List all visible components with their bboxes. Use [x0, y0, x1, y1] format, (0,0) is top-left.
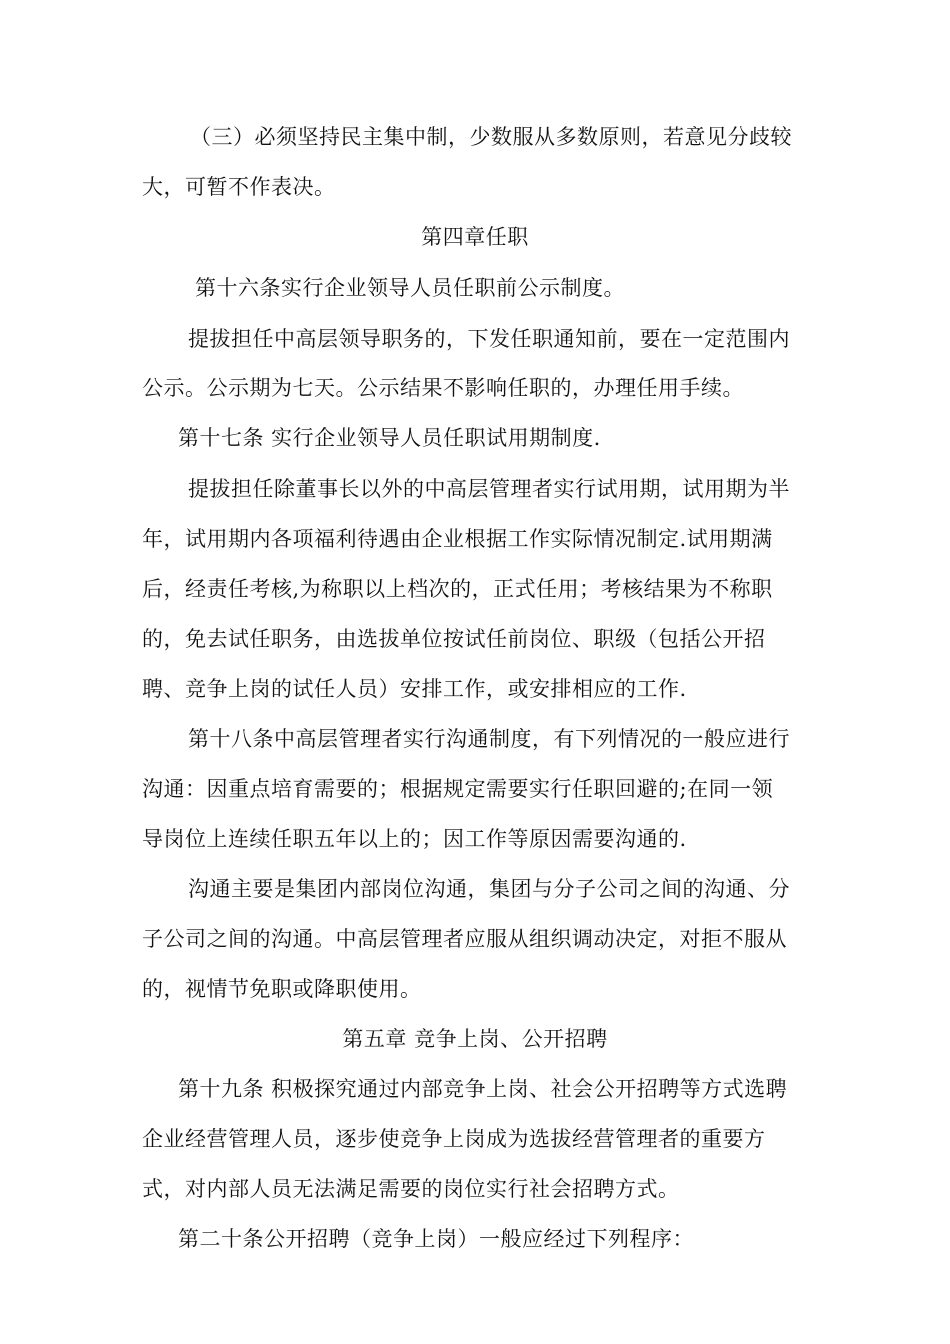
article-19-line-2: 企业经营管理人员，逐步使竞争上岗成为选拔经营管理者的重要方 — [142, 1127, 766, 1151]
article-17-body-line-2: 年，试用期内各项福利待遇由企业根据工作实际情况制定.试用期满 — [142, 527, 773, 551]
article-17-title: 第十七条 实行企业领导人员任职试用期制度. — [178, 426, 601, 450]
article-16-title: 第十六条实行企业领导人员任职前公示制度。 — [195, 276, 625, 300]
article-18-body-line-3: 的，视情节免职或降职使用。 — [142, 977, 422, 1001]
article-20-title: 第二十条公开招聘（竞争上岗）一般应经过下列程序： — [178, 1227, 694, 1251]
chapter-5-heading: 第五章 竞争上岗、公开招聘 — [342, 1027, 608, 1051]
article-18-body-line-2: 子公司之间的沟通。中高层管理者应服从组织调动决定，对拒不服从 — [142, 927, 787, 951]
article-18-line-2: 沟通：因重点培育需要的；根据规定需要实行任职回避的;在同一领 — [142, 777, 774, 801]
chapter-4-heading: 第四章任职 — [421, 225, 529, 249]
article-18-line-1: 第十八条中高层管理者实行沟通制度，有下列情况的一般应进行 — [188, 727, 790, 751]
paragraph-3-line-1: （三）必须坚持民主集中制，少数服从多数原则，若意见分歧较 — [190, 125, 792, 149]
article-17-body-line-1: 提拔担任除董事长以外的中高层管理者实行试用期，试用期为半 — [188, 477, 790, 501]
article-19-line-1: 第十九条 积极探究通过内部竞争上岗、社会公开招聘等方式选聘 — [178, 1077, 788, 1101]
article-17-body-line-3: 后，经责任考核,为称职以上档次的，正式任用；考核结果为不称职 — [142, 577, 773, 601]
article-17-body-line-4: 的，免去试任职务，由选拔单位按试任前岗位、职级（包括公开招 — [142, 627, 766, 651]
article-19-line-3: 式，对内部人员无法满足需要的岗位实行社会招聘方式。 — [142, 1177, 680, 1201]
article-16-body-line-1: 提拔担任中高层领导职务的，下发任职通知前，要在一定范围内 — [188, 327, 790, 351]
paragraph-3-line-2: 大，可暂不作表决。 — [142, 175, 336, 199]
article-16-body-line-2: 公示。公示期为七天。公示结果不影响任职的，办理任用手续。 — [142, 376, 744, 400]
article-18-line-3: 导岗位上连续任职五年以上的；因工作等原因需要沟通的. — [142, 827, 687, 851]
article-18-body-line-1: 沟通主要是集团内部岗位沟通，集团与分子公司之间的沟通、分 — [188, 877, 790, 901]
article-17-body-line-5: 聘、竞争上岗的试任人员）安排工作，或安排相应的工作. — [142, 677, 687, 701]
